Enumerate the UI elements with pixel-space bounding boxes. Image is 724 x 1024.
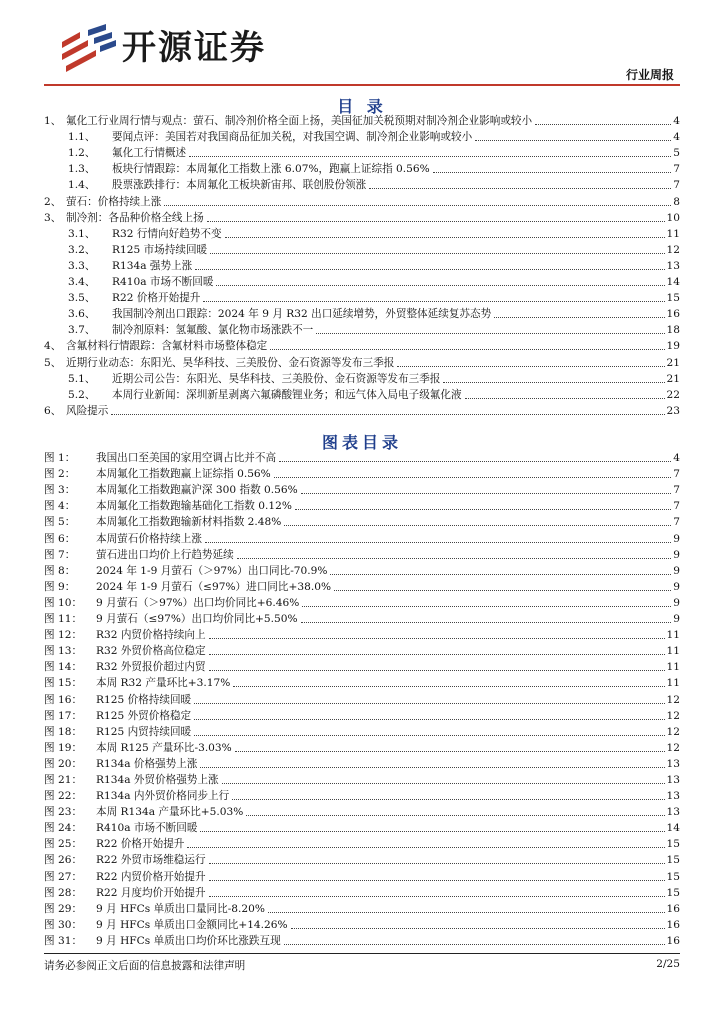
figure-list-item[interactable]	[44, 867, 680, 883]
dot-leader	[535, 124, 671, 125]
toc-entry-number: 3、	[44, 211, 62, 224]
dot-leader	[316, 333, 664, 334]
figure-caption: 9 月 HFCs 单质出口量同比-8.20%	[96, 902, 265, 915]
page-ref: 14	[666, 276, 680, 289]
toc-entry[interactable]	[44, 225, 680, 241]
page-ref: 9	[673, 532, 680, 545]
toc-title: 目 录	[337, 97, 387, 116]
figure-list-item[interactable]	[44, 819, 680, 835]
dot-leader	[494, 317, 664, 318]
page-number: 2/25	[656, 958, 680, 970]
toc-entry-number: 3.5、	[68, 292, 96, 305]
figure-number: 图 19：	[44, 741, 83, 754]
dot-leader	[284, 944, 665, 945]
toc-entry[interactable]	[44, 257, 680, 273]
dot-leader	[443, 382, 664, 383]
figure-list-item[interactable]	[44, 707, 680, 723]
figure-caption: 本周 R125 产量环比-3.03%	[96, 741, 232, 754]
dot-leader	[246, 815, 664, 816]
toc-entry-title: 制冷剂：各品种价格全线上扬	[66, 211, 204, 224]
figure-list-item[interactable]	[44, 900, 680, 916]
page-ref: 13	[666, 757, 680, 770]
dot-leader	[200, 831, 664, 832]
figure-caption: R32 外贸报价超过内贸	[96, 661, 206, 674]
figure-list-item[interactable]	[44, 674, 680, 690]
dot-leader	[397, 366, 664, 367]
toc-entry[interactable]	[44, 160, 680, 176]
toc-entry-number: 1、	[44, 115, 62, 128]
toc-entry-number: 5.2、	[68, 388, 96, 401]
figure-list-item[interactable]	[44, 513, 680, 529]
figure-list-item[interactable]	[44, 546, 680, 562]
dot-leader	[233, 686, 664, 687]
page-ref: 9	[673, 564, 680, 577]
dot-leader	[216, 285, 664, 286]
toc-entry[interactable]	[44, 128, 680, 144]
figure-caption: 本周氟化工指数跑输基础化工指数 0.12%	[96, 500, 292, 513]
figure-list-item[interactable]	[44, 755, 680, 771]
figure-caption: R125 内贸持续回暖	[96, 725, 192, 738]
toc-entry-title: 近期公司公告：东阳光、昊华科技、三美股份、金石资源等发布三季报	[112, 372, 441, 385]
toc-entry-title: 板块行情跟踪：本周氟化工指数上涨 6.07%，跑赢上证综指 0.56%	[112, 163, 430, 176]
figure-list-item[interactable]	[44, 626, 680, 642]
figure-number: 图 1：	[44, 452, 76, 465]
page-ref: 13	[666, 259, 680, 272]
figure-number: 图 16：	[44, 693, 83, 706]
dot-leader	[200, 767, 664, 768]
toc-entry-number: 1.4、	[68, 179, 96, 192]
figure-caption: 本周氟化工指数跑赢沪深 300 指数 0.56%	[96, 484, 298, 497]
page-ref: 10	[666, 211, 680, 224]
figure-number: 图 27：	[44, 870, 83, 883]
toc-entry-title: 近期行业动态：东阳光、昊华科技、三美股份、金石资源等发布三季报	[66, 356, 395, 369]
toc-entry[interactable]	[44, 305, 680, 321]
figure-list-item[interactable]	[44, 578, 680, 594]
footer-divider	[44, 953, 680, 954]
figure-list	[44, 449, 680, 948]
figure-number: 图 7：	[44, 548, 76, 561]
toc-entry-number: 5.1、	[68, 372, 96, 385]
page-ref: 7	[673, 179, 680, 192]
toc-entry-number: 5、	[44, 356, 62, 369]
figure-list-item[interactable]	[44, 642, 680, 658]
page-ref: 15	[666, 870, 680, 883]
figure-list-item[interactable]	[44, 610, 680, 626]
dot-leader	[209, 863, 665, 864]
figure-caption: 9 月萤石（＞97%）出口均价同比+6.46%	[96, 596, 300, 609]
toc-entry-number: 3.4、	[68, 276, 96, 289]
figure-caption: R125 外贸价格稳定	[96, 709, 192, 722]
dot-leader	[111, 414, 664, 415]
figure-caption: 本周 R134a 产量环比+5.03%	[96, 806, 244, 819]
dot-leader	[194, 735, 664, 736]
figure-list-item[interactable]	[44, 690, 680, 706]
figure-list-item[interactable]	[44, 851, 680, 867]
toc-entry-number: 4、	[44, 340, 62, 353]
page-ref: 18	[666, 324, 680, 337]
figure-number: 图 4：	[44, 500, 76, 513]
dot-leader	[209, 880, 665, 881]
dot-leader	[205, 542, 671, 543]
dot-leader	[268, 912, 665, 913]
dot-leader	[330, 574, 671, 575]
figure-list-item[interactable]	[44, 723, 680, 739]
page-ref: 4	[673, 452, 680, 465]
brand-name: 开源证券	[122, 28, 266, 68]
figure-caption: R125 价格持续回暖	[96, 693, 192, 706]
toc-entry-number: 3.1、	[68, 227, 96, 240]
dot-leader	[270, 349, 664, 350]
page-ref: 15	[666, 886, 680, 899]
figure-list-item[interactable]	[44, 529, 680, 545]
figure-number: 图 26：	[44, 854, 83, 867]
page-ref: 11	[666, 677, 680, 690]
table-of-contents	[44, 112, 680, 418]
page-ref: 15	[666, 854, 680, 867]
toc-entry[interactable]	[44, 337, 680, 353]
figure-caption: 9 月 HFCs 单质出口金额同比+14.26%	[96, 918, 288, 931]
toc-entry-number: 6、	[44, 404, 62, 417]
toc-entry-title: 本周行业新闻：深圳新星剥离六氟磷酸锂业务；和远气体入局电子级氟化液	[112, 388, 462, 401]
dot-leader	[302, 606, 671, 607]
toc-entry[interactable]	[44, 289, 680, 305]
figure-caption: 萤石进出口均价上行趋势延续	[96, 548, 234, 561]
toc-entry-title: R410a 市场不断回暖	[112, 276, 214, 289]
page-ref: 11	[666, 227, 680, 240]
figure-number: 图 20：	[44, 757, 83, 770]
figure-number: 图 17：	[44, 709, 83, 722]
figure-number: 图 24：	[44, 822, 83, 835]
dot-leader	[209, 896, 665, 897]
page-ref: 8	[673, 195, 680, 208]
figure-list-title: 图表目录	[321, 433, 402, 452]
toc-entry-title: 风险提示	[66, 404, 109, 417]
figure-number: 图 10：	[44, 596, 83, 609]
page-ref: 9	[673, 580, 680, 593]
figure-caption: 9 月 HFCs 单质出口均价环比涨跌互现	[96, 934, 281, 947]
figure-number: 图 5：	[44, 516, 76, 529]
figure-number: 图 6：	[44, 532, 76, 545]
dot-leader	[189, 156, 671, 157]
figure-caption: R32 外贸价格高位稳定	[96, 645, 206, 658]
page-ref: 15	[666, 292, 680, 305]
toc-entry-number: 2、	[44, 195, 62, 208]
dot-leader	[194, 703, 664, 704]
figure-number: 图 3：	[44, 484, 76, 497]
figure-list-item[interactable]	[44, 787, 680, 803]
toc-entry[interactable]	[44, 321, 680, 337]
figure-caption: 我国出口至美国的家用空调占比并不高	[96, 452, 277, 465]
figure-caption: 本周氟化工指数跑赢上证综指 0.56%	[96, 468, 271, 481]
page-ref: 21	[666, 372, 680, 385]
figure-number: 图 22：	[44, 790, 83, 803]
page-ref: 4	[673, 115, 680, 128]
toc-entry[interactable]	[44, 370, 680, 386]
page-header	[44, 14, 680, 88]
dot-leader	[209, 654, 665, 655]
dot-leader	[301, 622, 672, 623]
footer-disclaimer: 请务必参阅正文后面的信息披露和法律声明	[44, 960, 246, 972]
page-ref: 22	[666, 388, 680, 401]
figure-list-item[interactable]	[44, 658, 680, 674]
page-ref: 7	[673, 484, 680, 497]
page-ref: 7	[673, 468, 680, 481]
figure-list-item[interactable]	[44, 916, 680, 932]
figure-caption: 9 月萤石（≤97%）出口均价同比+5.50%	[96, 613, 298, 626]
page-ref: 12	[666, 725, 680, 738]
toc-entry-title: 氟化工行业周行情与观点：萤石、制冷剂价格全面上扬，美国征加关税预期对制冷剂企业影响或较小	[66, 115, 533, 128]
toc-entry[interactable]	[44, 241, 680, 257]
dot-leader	[235, 751, 665, 752]
page-ref: 7	[673, 163, 680, 176]
toc-entry-title: 股票涨跌排行：本周氟化工板块新宙邦、联创股份领涨	[112, 179, 367, 192]
toc-entry[interactable]	[44, 112, 680, 128]
toc-entry-title: 萤石：价格持续上涨	[66, 195, 162, 208]
figure-number: 图 31：	[44, 934, 83, 947]
figure-list-item[interactable]	[44, 739, 680, 755]
figure-list-item[interactable]	[44, 884, 680, 900]
dot-leader	[295, 509, 671, 510]
toc-entry-title: 要闻点评：美国若对我国商品征加关税，对我国空调、制冷剂企业影响或较小	[112, 131, 473, 144]
dot-leader	[465, 398, 665, 399]
figure-list-item[interactable]	[44, 803, 680, 819]
page-ref: 23	[666, 404, 680, 417]
toc-entry-number: 3.3、	[68, 259, 96, 272]
page-ref: 13	[666, 773, 680, 786]
figure-caption: R134a 价格强势上涨	[96, 757, 198, 770]
page-ref: 16	[666, 918, 680, 931]
figure-number: 图 18：	[44, 725, 83, 738]
dot-leader	[279, 461, 671, 462]
page-ref: 16	[666, 902, 680, 915]
figure-caption: R22 月度均价开始提升	[96, 886, 206, 899]
page-ref: 7	[673, 500, 680, 513]
toc-entry[interactable]	[44, 209, 680, 225]
figure-number: 图 9：	[44, 580, 76, 593]
figure-list-item[interactable]	[44, 465, 680, 481]
figure-number: 图 12：	[44, 629, 83, 642]
page-ref: 9	[673, 596, 680, 609]
toc-entry-number: 3.7、	[68, 324, 96, 337]
page-ref: 13	[666, 790, 680, 803]
toc-entry-number: 1.2、	[68, 147, 96, 160]
page-ref: 9	[673, 548, 680, 561]
toc-entry-number: 1.1、	[68, 131, 96, 144]
page-ref: 9	[673, 613, 680, 626]
dot-leader	[291, 928, 665, 929]
figure-list-item[interactable]	[44, 562, 680, 578]
page-ref: 21	[666, 356, 680, 369]
figure-number: 图 13：	[44, 645, 83, 658]
figure-caption: R22 外贸市场维稳运行	[96, 854, 206, 867]
page-ref: 13	[666, 806, 680, 819]
toc-entry-title: 制冷剂原料：氢氟酸、氯化物市场涨跌不一	[112, 324, 314, 337]
dot-leader	[301, 493, 672, 494]
toc-entry-title: 我国制冷剂出口跟踪：2024 年 9 月 R32 出口延续增势，外贸整体延续复苏态势	[112, 308, 492, 321]
dot-leader	[225, 237, 665, 238]
page-ref: 11	[666, 629, 680, 642]
figure-caption: R32 内贸价格持续向上	[96, 629, 206, 642]
figure-number: 图 23：	[44, 806, 83, 819]
figure-list-item[interactable]	[44, 449, 680, 465]
figure-caption: R22 价格开始提升	[96, 838, 185, 851]
dot-leader	[475, 140, 671, 141]
toc-entry[interactable]	[44, 192, 680, 208]
page-ref: 16	[666, 308, 680, 321]
dot-leader	[334, 590, 671, 591]
toc-entry[interactable]	[44, 144, 680, 160]
dot-leader	[433, 172, 672, 173]
dot-leader	[209, 670, 665, 671]
figure-caption: R134a 内外贸价格同步上行	[96, 790, 230, 803]
figure-list-item[interactable]	[44, 594, 680, 610]
figure-list-item[interactable]	[44, 497, 680, 513]
toc-entry[interactable]	[44, 386, 680, 402]
figure-list-item[interactable]	[44, 481, 680, 497]
toc-entry-number: 1.3、	[68, 163, 96, 176]
figure-number: 图 8：	[44, 564, 76, 577]
toc-entry-title: 氟化工行情概述	[112, 147, 187, 160]
dot-leader	[237, 558, 672, 559]
figure-number: 图 21：	[44, 773, 83, 786]
report-type-label: 行业周报	[625, 68, 674, 82]
figure-list-item[interactable]	[44, 932, 680, 948]
figure-caption: 本周 R32 产量环比+3.17%	[96, 677, 231, 690]
page-ref: 19	[666, 340, 680, 353]
figure-caption: R134a 外贸价格强势上涨	[96, 773, 219, 786]
figure-caption: R410a 市场不断回暖	[96, 822, 198, 835]
toc-entry-title: R32 行情向好趋势不变	[112, 227, 222, 240]
page-ref: 4	[673, 131, 680, 144]
figure-number: 图 14：	[44, 661, 83, 674]
header-divider	[44, 84, 680, 86]
dot-leader	[210, 253, 664, 254]
page-ref: 12	[666, 693, 680, 706]
figure-list-item[interactable]	[44, 771, 680, 787]
figure-number: 图 29：	[44, 902, 83, 915]
figure-number: 图 15：	[44, 677, 83, 690]
page-ref: 14	[666, 822, 680, 835]
toc-entry-number: 3.2、	[68, 243, 96, 256]
toc-entry[interactable]	[44, 353, 680, 369]
figure-number: 图 30：	[44, 918, 83, 931]
toc-entry-title: R22 价格开始提升	[112, 292, 201, 305]
page-ref: 12	[666, 709, 680, 722]
page-ref: 12	[666, 243, 680, 256]
figure-caption: R22 内贸价格开始提升	[96, 870, 206, 883]
toc-entry[interactable]	[44, 402, 680, 418]
dot-leader	[207, 221, 665, 222]
page-ref: 11	[666, 645, 680, 658]
figure-caption: 本周萤石价格持续上涨	[96, 532, 202, 545]
figure-number: 图 2：	[44, 468, 76, 481]
dot-leader	[195, 269, 664, 270]
toc-entry-title: 含氟材料行情跟踪：含氟材料市场整体稳定	[66, 340, 268, 353]
dot-leader	[222, 783, 665, 784]
dot-leader	[164, 205, 671, 206]
figure-number: 图 28：	[44, 886, 83, 899]
page-ref: 5	[673, 147, 680, 160]
toc-entry[interactable]	[44, 273, 680, 289]
dot-leader	[203, 301, 664, 302]
toc-entry-title: R134a 强势上涨	[112, 259, 193, 272]
page-ref: 16	[666, 934, 680, 947]
dot-leader	[369, 188, 671, 189]
dot-leader	[187, 847, 664, 848]
dot-leader	[232, 799, 664, 800]
dot-leader	[194, 719, 664, 720]
figure-number: 图 11：	[44, 613, 83, 626]
page-ref: 11	[666, 661, 680, 674]
brand-logo-icon	[58, 24, 116, 76]
figure-list-item[interactable]	[44, 835, 680, 851]
dot-leader	[284, 525, 671, 526]
page-ref: 15	[666, 838, 680, 851]
dot-leader	[274, 477, 672, 478]
figure-number: 图 25：	[44, 838, 83, 851]
page-ref: 7	[673, 516, 680, 529]
figure-caption: 2024 年 1-9 月萤石（＞97%）出口同比-70.9%	[96, 564, 328, 577]
dot-leader	[209, 638, 665, 639]
figure-caption: 2024 年 1-9 月萤石（≤97%）进口同比+38.0%	[96, 580, 332, 593]
toc-entry-number: 3.6、	[68, 308, 96, 321]
toc-entry-title: R125 市场持续回暖	[112, 243, 208, 256]
toc-entry[interactable]	[44, 176, 680, 192]
page-ref: 12	[666, 741, 680, 754]
figure-caption: 本周氟化工指数跑输新材料指数 2.48%	[96, 516, 282, 529]
